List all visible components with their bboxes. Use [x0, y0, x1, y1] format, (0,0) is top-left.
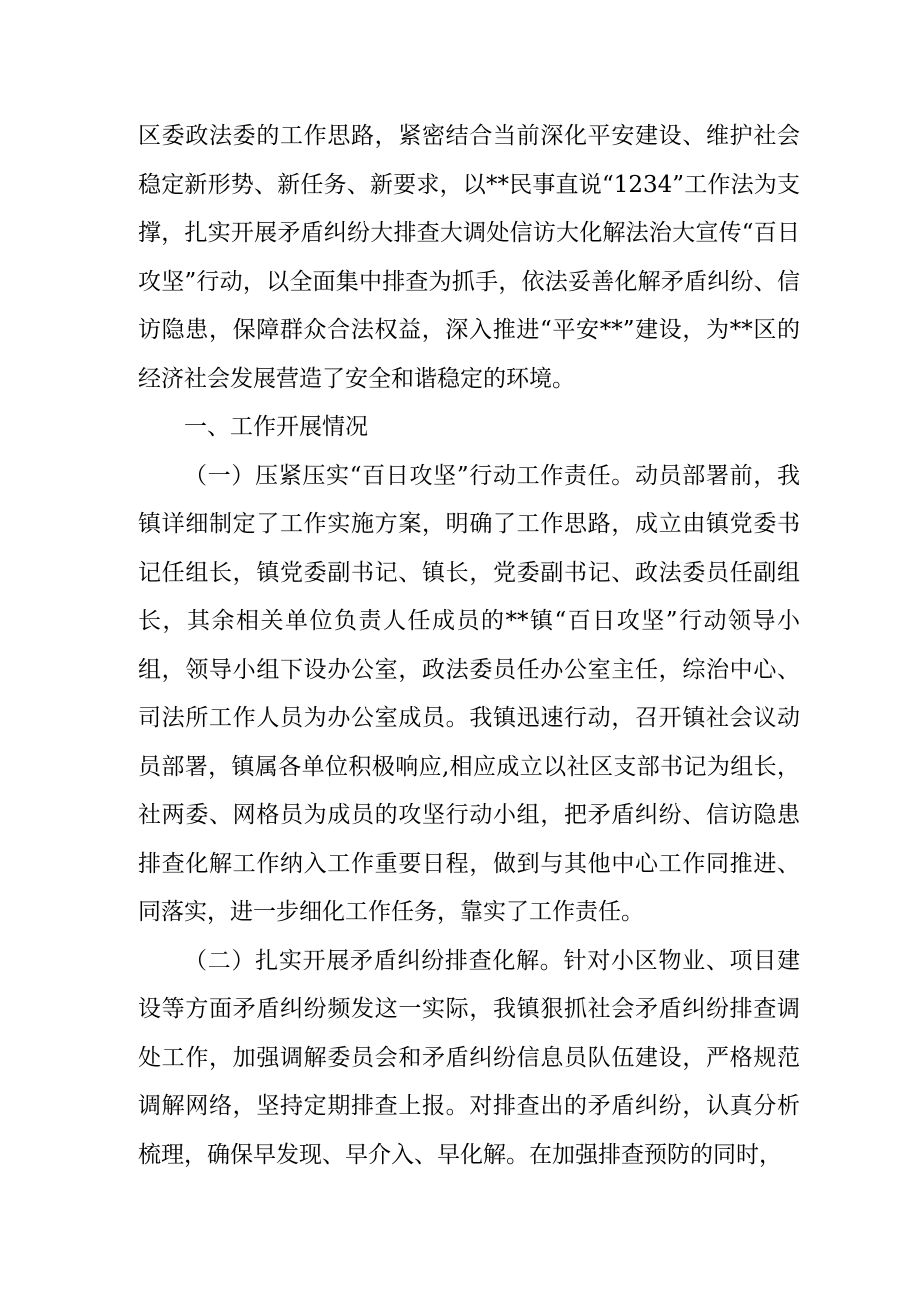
- intro-paragraph: 区委政法委的工作思路，紧密结合当前深化平安建设、维护社会稳定新形势、新任务、新要求，以**民事直说“1234”工作法为支撑，扎实开展矛盾纠纷大排查大调处信访大化解法治大宣传“百日攻坚”行动，以全面集中排查为抓手，依法妥善化解矛盾纠纷、信访隐患，保障群众合法权益，深入推进“平安**”建设，为**区的经济社会发展营造了安全和谐稳定的环境。: [138, 123, 800, 392]
- section-heading: 一、工作开展情况: [184, 414, 368, 440]
- paragraph-1: （一）压紧压实“百日攻坚”行动工作责任。动员部署前，我镇详细制定了工作实施方案，明确了工作思路，成立由镇党委书记任组长，镇党委副书记、镇长，党委副书记、政法委员任副组长，其余相关单位负责人任成员的**镇“百日攻坚”行动领导小组，领导小组下设办公室，政法委员任办公室主任，综治中心、司法所工作人员为办公室成员。我镇迅速行动，召开镇社会议动员部署，镇属各单位积极响应,相应成立以社区支部书记为组长，社两委、网格员为成员的攻坚行动小组，把矛盾纠纷、信访隐患排查化解工作纳入工作重要日程，做到与其他中心工作同推进、同落实，进一步细化工作任务，靠实了工作责任。: [138, 462, 800, 925]
- paragraph-2: （二）扎实开展矛盾纠纷排查化解。针对小区物业、项目建设等方面矛盾纠纷频发这一实际，我镇狠抓社会矛盾纠纷排查调处工作，加强调解委员会和矛盾纠纷信息员队伍建设，严格规范调解网络，坚持定期排查上报。对排查出的矛盾纠纷，认真分析梳理，确保早发现、早介入、早化解。在加强排查预防的同时，: [138, 947, 800, 1168]
